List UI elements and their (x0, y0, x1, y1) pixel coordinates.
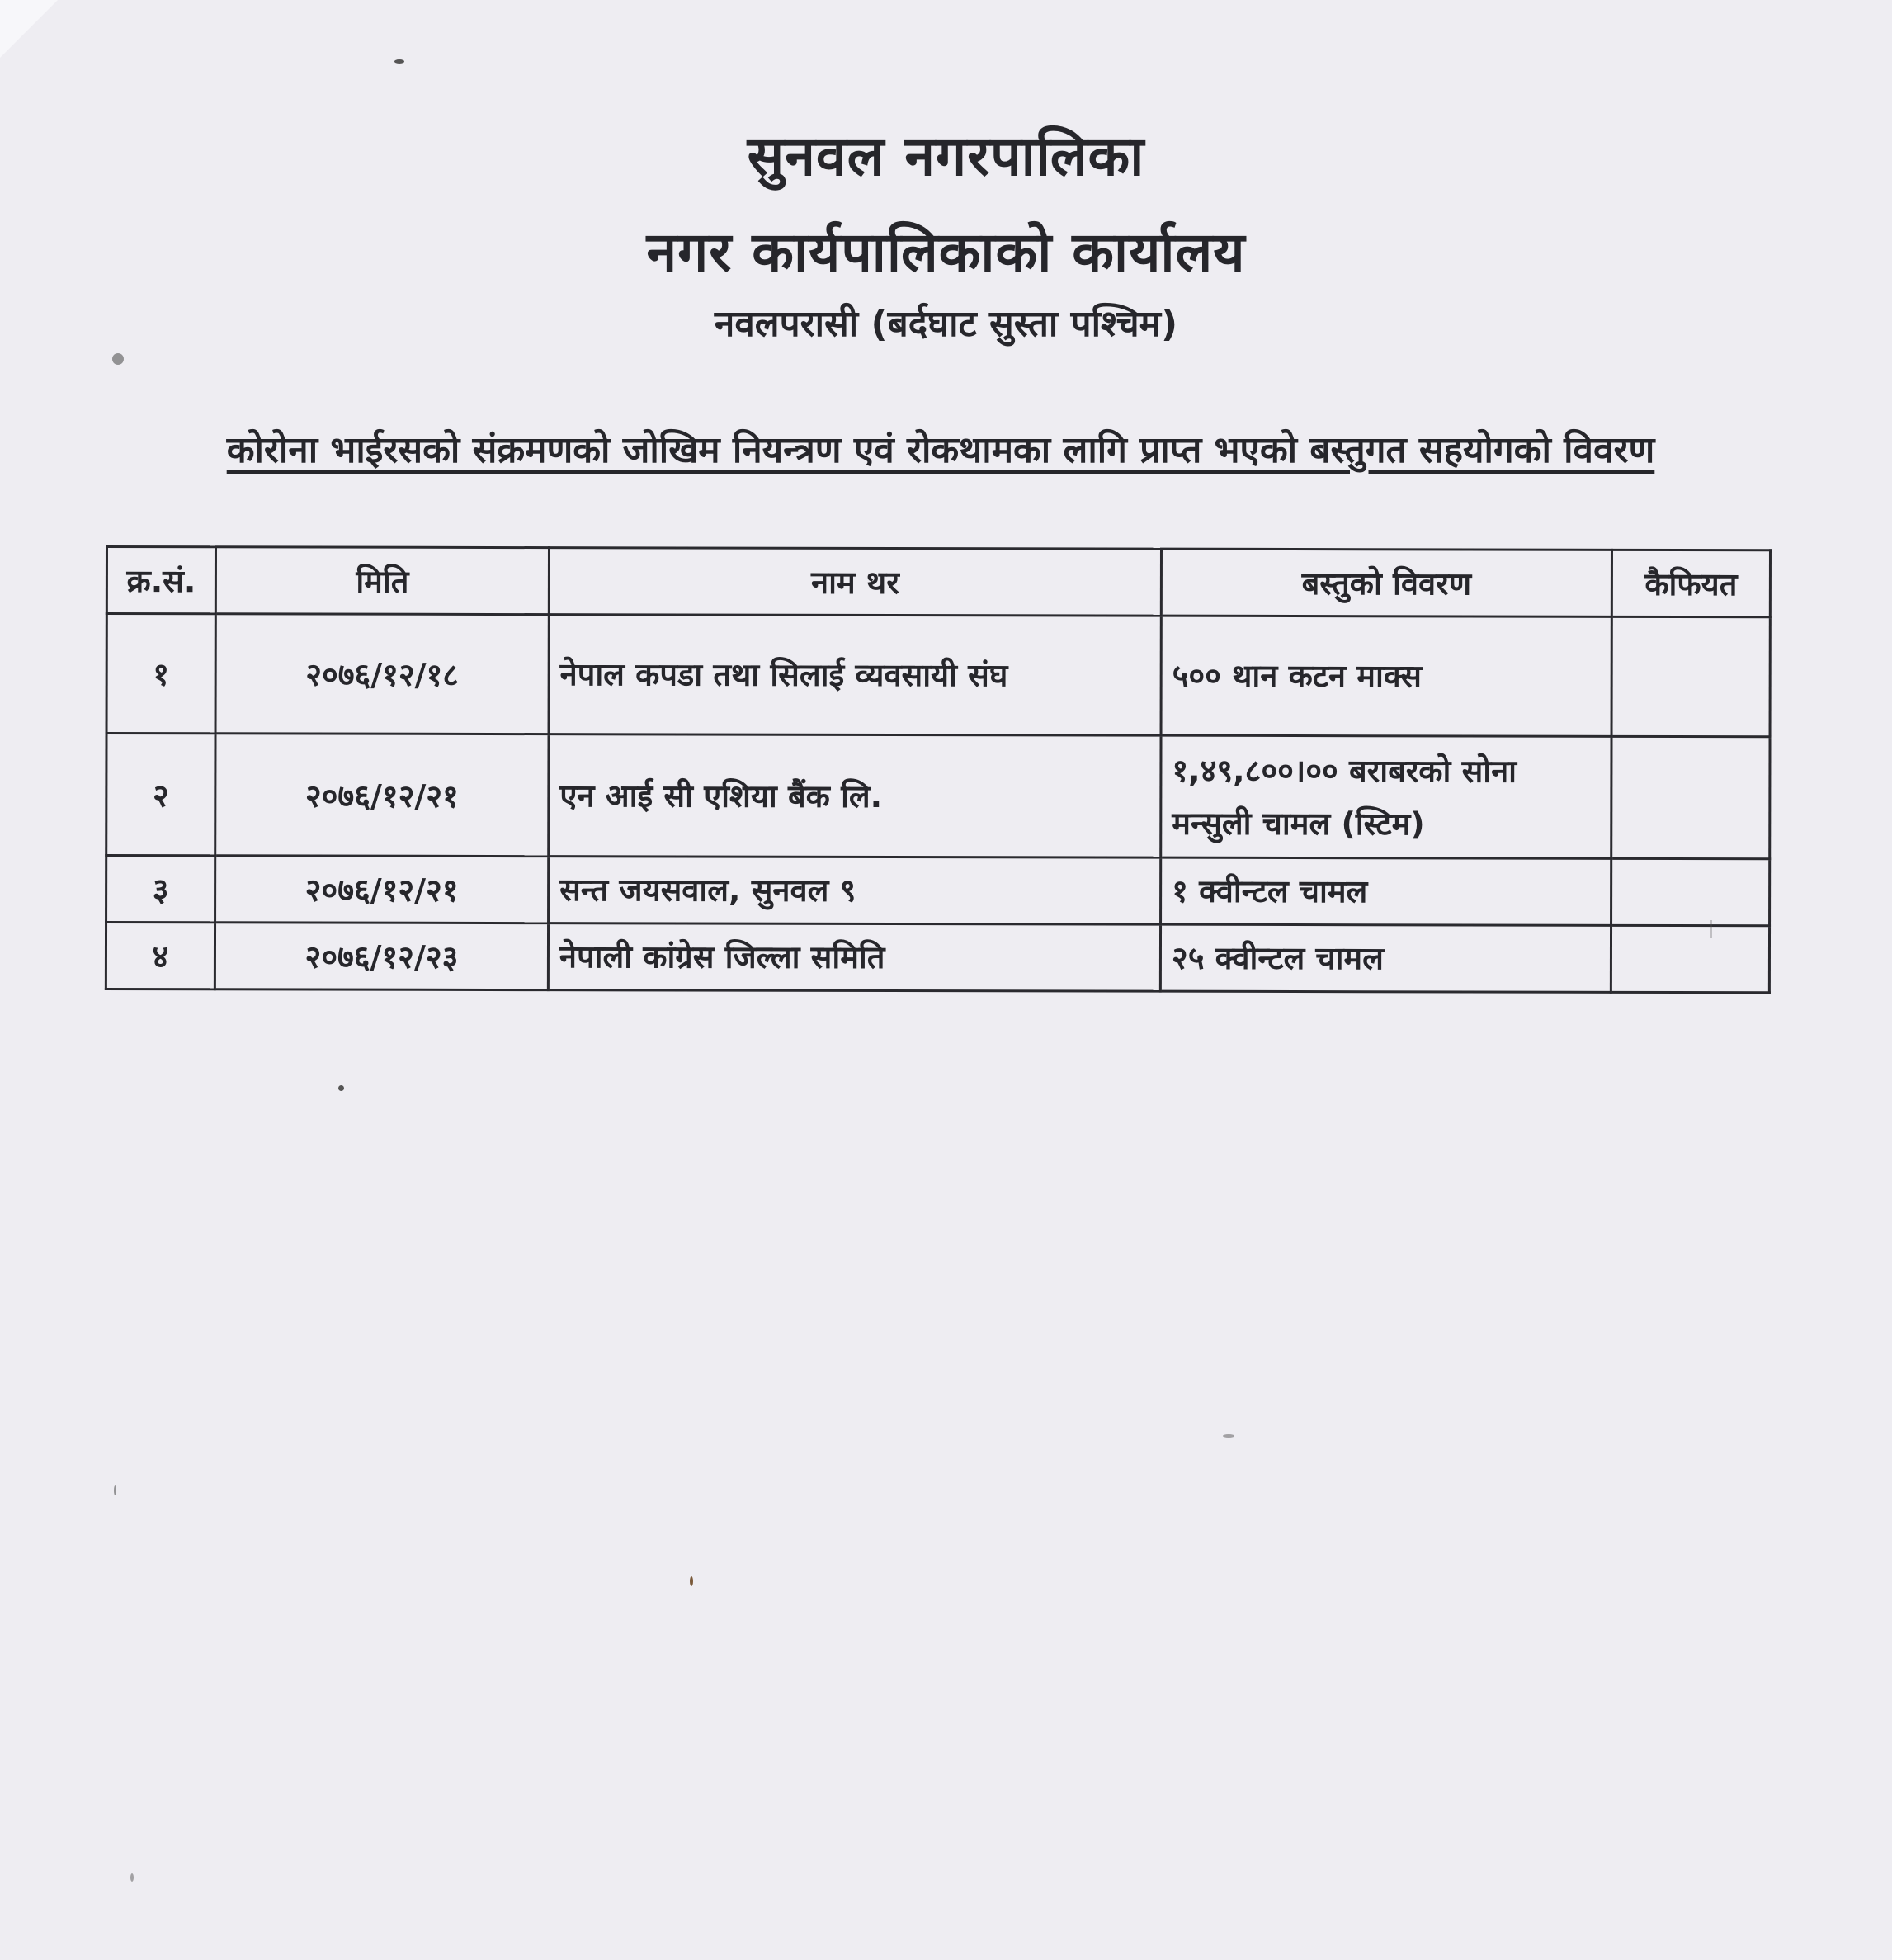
serial-cell: ४ (106, 923, 215, 989)
donation-table (105, 545, 1772, 994)
scan-speck (1223, 1434, 1234, 1438)
remarks-cell (1611, 925, 1769, 992)
name-cell: नेपाली कांग्रेस जिल्ला समिति (548, 923, 1160, 992)
scan-speck (690, 1576, 693, 1586)
serial-cell: १ (106, 614, 215, 734)
table-row (106, 856, 1770, 926)
scan-speck (394, 59, 404, 64)
table-header-row (106, 547, 1770, 617)
serial-cell: २ (106, 734, 215, 856)
table-row (106, 734, 1770, 859)
office-name: नगर कार्यपालिकाको कार्यालय (646, 220, 1246, 284)
column-header-name: नाम थर (549, 548, 1161, 616)
scan-speck (130, 1873, 134, 1882)
column-header-remarks: कैफियत (1611, 550, 1770, 616)
table-row (106, 614, 1770, 737)
date-cell: २०७६/१२/२१ (215, 734, 549, 857)
column-header-items: बस्तुको विवरण (1161, 549, 1611, 616)
name-cell: सन्त जयसवाल, सुनवल ९ (549, 857, 1161, 925)
organization-name: सुनवल नगरपालिका (747, 125, 1145, 188)
column-header-serial: क्र.सं. (106, 547, 215, 614)
column-header-date: मिति (215, 547, 549, 615)
items-cell: १ क्वीन्टल चामल (1161, 857, 1611, 925)
remarks-cell (1611, 858, 1770, 925)
date-cell: २०७६/१२/२३ (215, 923, 548, 990)
office-location: नवलपरासी (बर्दघाट सुस्ता पश्चिम) (714, 303, 1178, 345)
items-cell: २५ क्वीन्टल चामल (1160, 924, 1611, 992)
items-cell: १,४९,८००।०० बराबरको सोना मन्सुली चामल (स्टिम) (1161, 735, 1611, 858)
serial-cell: ३ (106, 856, 215, 923)
scan-speck (1710, 920, 1712, 938)
date-cell: २०७६/१२/१८ (215, 614, 549, 734)
document-title: कोरोना भाईरसको संक्रमणको जोखिम नियन्त्रण एवं रोकथामका लागि प्राप्त भएको बस्तुगत सहयोगको विवरण (226, 429, 1655, 471)
scan-speck (112, 353, 124, 365)
remarks-cell (1611, 736, 1770, 858)
date-cell: २०७६/१२/२१ (215, 856, 549, 923)
remarks-cell (1611, 616, 1770, 736)
page-corner-fold (0, 0, 58, 58)
name-cell: नेपाल कपडा तथा सिलाई व्यवसायी संघ (549, 615, 1161, 736)
items-cell: ५०० थान कटन माक्स (1161, 616, 1611, 736)
name-cell: एन आई सी एशिया बैंक लि. (549, 734, 1161, 858)
table-row (106, 923, 1769, 993)
scan-speck (338, 1085, 344, 1091)
scan-speck (114, 1485, 116, 1495)
